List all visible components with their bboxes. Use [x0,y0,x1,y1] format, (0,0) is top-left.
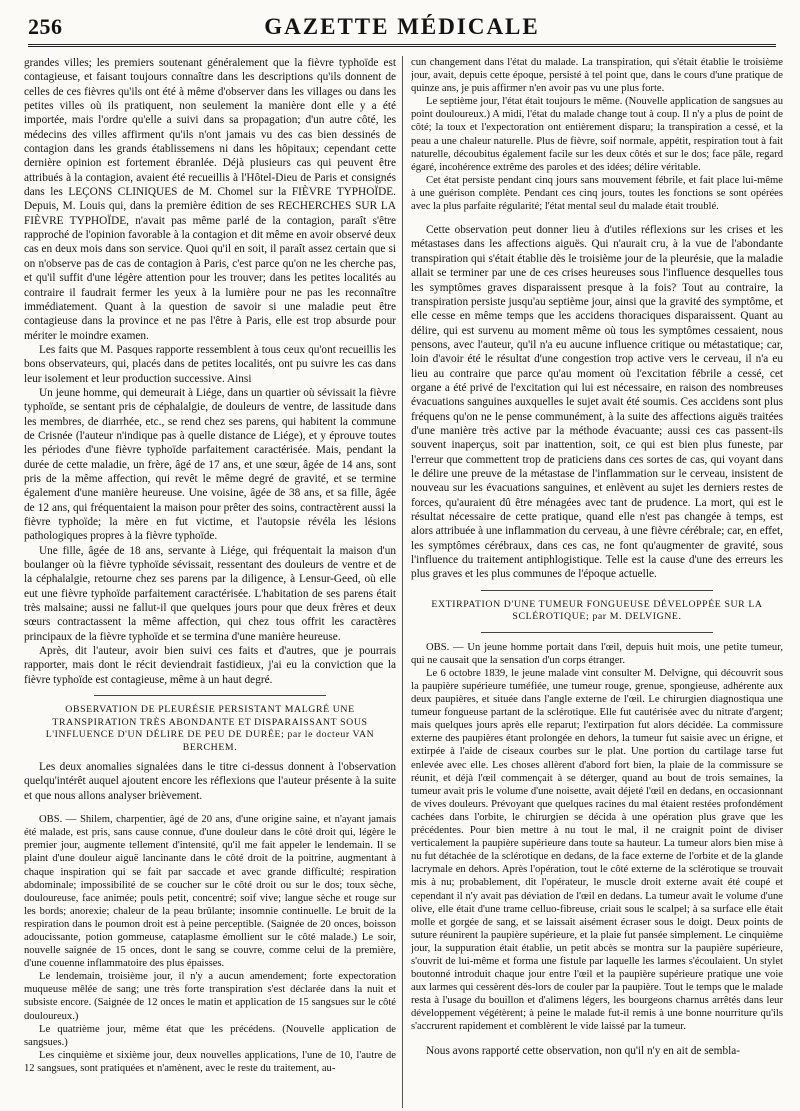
column-rule [402,56,403,1108]
paragraph: Le 6 octobre 1839, le jeune malade vint consulter M. Delvigne, qui découvrit sous la paupière supérieure tuméfiée, une tumeur rouge, grenue, spongieuse, adhérente aux deux paupières, et située dans l'angle externe de l'œil. Le chirurgien diagnostiqua une tumeur fongueuse partant de la sclérotique. Elle fut cautérisée avec du nitrate d'argent; mais quelques jours après elle reparut; l'extirpation fut alors décidée. La commissure externe des paupières étant prolongée en dehors, la tumeur fut saisie avec un érigne, et extirpée à l'aide de ciseaux courbes sur le plat. Une portion du cartilage tarse fut enlevée avec elle. Les choses allèrent d'abord fort bien, la plaie de la commissure se réunit, et déjà l'œil commençait à se déterger, quand au bout de trois semaines, la tumeur avait pris le volume d'une noisette, avait déjeté l'œil en dedans, en occasionnant de vives douleurs. Prévoyant que quelques racines du mal étaient restées profondément cachées dans l'orbite, le chirurgien se décida à une opération plus grave que les précédentes. Pour bien mettre à nu tout le mal, il ne craignit point de diviser verticalement la paupière supérieure dans toute sa hauteur. La tumeur alors bien mise à nu fut détachée de la sclérotique en dedans, de la face externe de l'orbite et de la glande lacrymale en dehors. Après l'opération, tout le côté externe de la sclérotique se trouvait mis à nu; probablement, dit l'opérateur, le muscle droit externe avait été coupé et cependant il n'y avait pas déviation de l'œil en dedans. La tumeur avait le volume d'une olive, elle était d'une trame celluo-fibreuse, criait sous le scalpel; à sa surface elle était molle et gorgée de sang, et se laissait aisément écraser sous le doigt. Deux points de suture réunirent la paupière supérieure, et la plaie fut pansée simplement. Le cinquième jour, la suppuration était établie, un petit abcès se montra sur la paupière supérieure, s'ouvrit de lui-même et forma une fistule par laquelle les larmes s'écoulaient. Un stylet boutonné introduit chaque jour entre l'œil et la paupière supérieure pratique une voie aux larmes qui cessèrent dès-lors de couler par la paupière. Tout le temps que le malade resta à l'usage du bouillon et d'alimens légers, les bourgeons charnus arrêtés dans leur développement végétèrent; à peine le malade fut-il remis à une bonne nourriture qu'ils s'accrurent rapidement et comblèrent le vide laissé par la tumeur. [411,667,783,1033]
paragraph: OBS. — Un jeune homme portait dans l'œil, depuis huit mois, une petite tumeur, qui ne causait que la sensation d'un corps étranger. [411,641,783,666]
paragraph: Après, dit l'auteur, avoir bien suivi ces faits et d'autres, que je pourrais rapporter, mais dont le récit deviendrait fastidieux, j'ai eu la conviction que la fièvre typhoïde est contagieuse, même à un haut degré. [24,645,396,686]
paragraph: OBS. — Shilem, charpentier, âgé de 20 ans, d'une origine saine, et n'ayant jamais été malade, est pris, sans cause connue, d'une douleur dans le côté droit qui, légère le premier jour, augmente tellement d'intensité, qu'il me fait appeler le lendemain. Il se plaint d'une douleur aiguë lancinante dans le côté droit de la poitrine, augmentant à chaque inspiration qui se fait par saccade et avec grande difficulté; respiration abdominale; impossibilité de se coucher sur le côté droit ou sur le dos; toux sèche, douloureuse, face animée; pouls petit, concentré; soif vive; langue sèche et rouge sur les bords; anorexie; chaleur de la peau brûlante; insomnie continuelle. Le bruit de la respiration dans le poumon droit est à peine perceptible. (Saignée de 20 onces, boisson adoucissante, potion gommeuse, cataplasme émollient sur le côté malade.) Le soir, nouvelle saignée de 15 onces, dont le sang se couvre, comme celui de la première, d'une couenne inflammatoire des plus épaisses. [24,814,396,970]
paragraph: Le quatrième jour, même état que les précédens. (Nouvelle application de sangsues.) [24,1023,396,1048]
section-divider [481,632,713,633]
section-title: OBSERVATION DE PLEURÉSIE PERSISTANT MALGRÉ UNE TRANSPIRATION TRÈS ABONDANTE ET DISPARAISSANT SOUS L'INFLUENCE D'UN DÉLIRE DE PEU DE DURÉE; par le docteur VAN BERCHEM. [45,704,375,753]
paragraph: Nous avons rapporté cette observation, non qu'il n'y en ait de sembla- [426,1044,741,1057]
left-column [24,56,396,1108]
section-divider [481,590,713,591]
paragraph: cun changement dans l'état du malade. La transpiration, qui s'était établie le troisième jour, avait, depuis cette époque, persisté à tel point que, dans le cours d'une pratique de quinze ans, je puis affirmer n'en avoir pas vu une plus forte. [411,57,783,95]
paragraph: Cette observation peut donner lieu à d'utiles réflexions sur les crises et les métastases dans les affections aiguës. Qui n'aurait cru, à la vue de l'abondante transpiration qui s'était établie dès le troisième jour de la pleurésie, que la maladie allait se terminer par une de ces crises heureuses sous l'influence desquelles tous les symptômes graves disparaissent presque à la fois? Tout au contraire, la transpiration persiste jusqu'au septième jour, ainsi que la gravité des symptôme, et elle cesse en même temps que les accidens thoraciques disparaissent. Quant au délire, qui est survenu au moment même où tous les symptômes cessaient, nous pensons, avec l'auteur, qu'il n'a eu aucune influence critique ou métastatique; car, loin d'avoir été le résultat d'une congestion trop active vers le cerveau, il n'a eu lieu au contraire que parce qu'au moment où l'excitation fébrile a cessé, cet organe a été privé de l'excitation qui lui est nécessaire, en raison des nombreuses évacuations sanguines auxquelles le sujet avait été soumis. Ces accidens sont plus fréquens qu'on ne le pense communément, à la suite des affections aiguës traitées d'une manière très active par la méthode évacuante; aussi ces cas passent-ils souvent inaperçus, soit par inattention, soit, ce qui est bien plus funeste, par l'erreur que commettent trop de praticiens dans ces sortes de cas, qui voyant dans le délire une preuve de la métastase de l'inflammation sur le cerveau, insistent de nouveau sur les évacuations sanguines, et enlèvent au sujet les derniers restes de forces, qu'auraient dû être ménagées avec tant de prudence. La mort, qui est le résultat nécessaire de cette pratique, quand elle n'est pas changée à temps, est alors attribuée à une inflammation du cerveau, à une fièvre cérébrale; car, en effet, les symptômes cérébraux, dans ces cas, ne font qu'augmenter de gravité, sous l'influence du traitement antiphlogistique. Telle est la cause d'une des erreurs les plus graves et les plus communes de l'époque actuelle. [411,224,783,581]
paragraph: Les cinquième et sixième jour, deux nouvelles applications, l'une de 10, l'autre de 12 sangsues, sont pratiquées et n'amènent, avec le reste du traitement, au- [24,1049,396,1074]
paragraph: grandes villes; les premiers soutenant généralement que la fièvre typhoïde est contagieuse, et faisant toujours connaître dans les descriptions qu'ils donnent de celles de ces fièvres qu'ils ont été à même d'observer dans les villages ou dans les petites villes où ils pratiquent, non seulement la manière dont elle y a été importée, mais l'ordre qu'elle a suivi dans sa propagation; d'un autre côté, les médecins des villes affirment qu'ils n'ont jamais vu des cas bien dessinés de contagion dans les grands établissemens ni dans les hôpitaux; cependant cette dernière opinion est fortement ébranlée. Déjà plusieurs cas qui peuvent être attribués à la contagion, avaient été recueillis à l'Hôtel-Dieu de Paris et consignés dans les LEÇONS CLINIQUES de M. Chomel sur la FIÈVRE TYPHOÏDE. Depuis, M. Louis qui, dans la première édition de ses RECHERCHES SUR LA FIÈVRE TYPHOÏDE, n'avait pas même parlé de la contagion, paraît s'être rapproché de l'opinion favorable à la contagion et dit même en avoir observé deux cas en deux mois dans son service. Quoi qu'il en soit, il paraît assez certain que si on n'observe pas de cas de contagion à Paris, c'est parce qu'on ne les cherche pas, et qu'il suffit d'une légère attention pour les trouver; dans les petites localités au contraire il faudrait fermer les yeux à la lumière pour ne pas les reconnaître immédiatement. Quant à la question de savoir si une maladie peut être contagieuse dans la province et ne pas l'être à Paris, elle est trop absurde pour mériter le moindre examen. [24,57,396,342]
right-column [411,56,783,1108]
paragraph: Une fille, âgée de 18 ans, servante à Liége, qui fréquentait la maison d'un boulanger où la fièvre typhoïde sévissait, ressentant des douleurs de ventre et de la céphalalgie, retourne chez ses parens par la diligence, à Lensur-Geed, où elle eut une fièvre typhoïde parfaitement caractérisée. L'habitation de ses parens était très malsaine; aussi ne fallut-il que quelques jours pour que deux frères et deux sœurs contractassent la même affection, qui chez tous offrit les caractères principaux de la fièvre typhoïde et se termina d'une manière heureuse. [24,544,396,643]
section-divider [94,695,326,696]
section-title: EXTIRPATION D'UNE TUMEUR FONGUEUSE DÉVELOPPÉE SUR LA SCLÉROTIQUE; par M. DELVIGNE. [431,598,763,623]
paragraph: Les faits que M. Pasques rapporte ressemblent à tous ceux qu'ont recueillis les bons observateurs, qui, placés dans de petites localités, ont pu suivre les cas dans leur isolement et leur production successive. Ainsi [24,343,396,385]
paragraph: Le septième jour, l'état était toujours le même. (Nouvelle application de sangsues au point douloureux.) A midi, l'état du malade change tout à coup. Il n'y a plus de point de côté; la toux et l'expectoration ont entièrement disparu; la transpiration a cessé, et la peau a une chaleur naturelle. Plus de fièvre, soif normale, appétit, respiration tout à fait naturelle, découbitus également facile sur les deux côtés et sur le dos; face pâle, regard égaré, incohérence extrême des paroles et des idées; délire véritable. [411,96,783,173]
page-header [28,14,776,47]
paragraph: Les deux anomalies signalées dans le titre ci-dessus donnent à l'observation quelqu'intérêt auquel ajoutent encore les réflexions que l'auteur présente à la suite et que nous allons analyser brièvement. [24,761,396,802]
paragraph: Le lendemain, troisième jour, il n'y a aucun amendement; forte expectoration muqueuse mêlée de sang; une très forte transpiration s'est déclarée dans la nuit et subsiste encore. (Saignée de 12 onces le matin et application de 15 sangsues sur le côté douloureux.) [24,971,396,1022]
page-number: 256 [28,14,63,39]
journal-title: GAZETTE MÉDICALE [264,14,540,39]
paragraph: Un jeune homme, qui demeurait à Liége, dans un quartier où sévissait la fièvre typhoïde, se sentant pris de céphalalgie, de douleurs de ventre, de lassitude dans les membres, de diarrhée, etc., se rend chez ses parens, qui habitent la commune de Crisnée (l'auteur n'indique pas à quelle distance de Liége), et y éprouve toutes les périodes d'une fièvre typhoïde parfaitement caractérisée. Mais, pendant la durée de cette maladie, un frère, âgé de 17 ans, et une sœur, âgée de 14 ans, sont pris de la même affection, qui revêt le même degré de gravité, et se termine également d'une manière heureuse. Une voisine, âgée de 38 ans, et sa fille, âgée de 12 ans, qui fréquentaient la maison pour prêter des soins, contractèrent aussi la fièvre typhoïde; la mère en fut victime, et l'autopsie révéla les lésions pathologiques propres à la fièvre typhoïde. [24,386,396,543]
paragraph: Cet état persiste pendant cinq jours sans mouvement fébrile, et fait place lui-même à une guérison complète. Pendant ces cinq jours, toutes les fonctions se sont opérées avec la plus parfaite régularité; l'état mental seul du malade était troublé. [411,174,783,213]
